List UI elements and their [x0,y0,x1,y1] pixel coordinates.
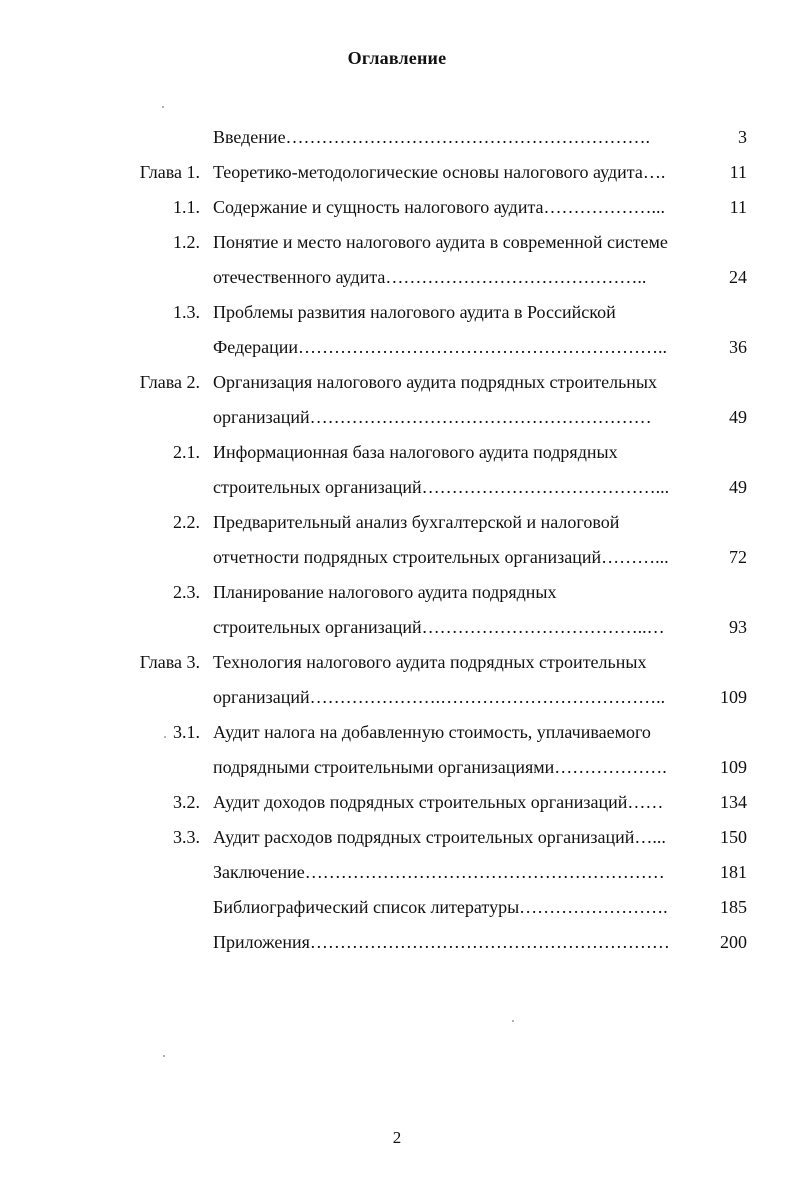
toc-page-number: 11 [729,162,747,182]
scan-speck [512,1020,514,1022]
toc-entry-title: Аудит расходов подрядных строительных организаций…... [213,827,666,847]
table-of-contents [0,120,794,960]
toc-entry-title: организаций………………….……………………………….. [213,687,666,707]
toc-page-number: 200 [720,932,747,952]
toc-row [0,400,794,435]
toc-entry-title: Организация налогового аудита подрядных строительных [213,372,658,392]
toc-entry-title: Теоретико-методологические основы налогового аудита…. [213,162,666,182]
toc-section-number: Глава 1. [139,162,200,182]
toc-entry-title: Содержание и сущность налогового аудита………………... [213,197,666,217]
toc-entry-title: Приложения…………………………………………………… [213,932,670,952]
toc-row [0,715,794,750]
toc-entry-title: отечественного аудита…………………………………….. [213,267,647,287]
toc-row [0,435,794,470]
toc-section-number: 2.2. [173,512,200,532]
toc-entry-title: Информационная база налогового аудита подрядных [213,442,618,462]
toc-section-number: 1.2. [173,232,200,252]
toc-section-number: 1.1. [173,197,200,217]
scan-speck [164,736,166,738]
toc-section-number: Глава 2. [139,372,200,392]
toc-page-number: 93 [729,617,747,637]
toc-page-number: 72 [729,547,747,567]
toc-page-number: 134 [720,792,747,812]
scan-speck [163,1055,165,1057]
toc-entry-title: подрядными строительными организациями………………. [213,757,667,777]
toc-row [0,365,794,400]
toc-entry-title: Предварительный анализ бухгалтерской и налоговой [213,512,620,532]
toc-entry-title: Аудит доходов подрядных строительных организаций…… [213,792,664,812]
toc-row [0,540,794,575]
toc-row [0,925,794,960]
toc-row [0,680,794,715]
toc-row [0,330,794,365]
toc-row [0,750,794,785]
toc-row [0,120,794,155]
toc-entry-title: Аудит налога на добавленную стоимость, уплачиваемого [213,722,651,742]
toc-section-number: 3.2. [173,792,200,812]
toc-row [0,890,794,925]
toc-page-number: 36 [729,337,747,357]
toc-section-number: Глава 3. [139,652,200,672]
toc-section-number: 1.3. [173,302,200,322]
toc-page-number: 109 [720,687,747,707]
toc-row [0,155,794,190]
toc-page-number: 49 [729,407,747,427]
toc-section-number: 2.3. [173,582,200,602]
toc-page-number: 109 [720,757,747,777]
toc-entry-title: Проблемы развития налогового аудита в Российской [213,302,616,322]
toc-row [0,820,794,855]
toc-page-number: 49 [729,477,747,497]
toc-page-number: 11 [729,197,747,217]
toc-row [0,855,794,890]
page-title: Оглавление [347,48,447,68]
toc-entry-title: Библиографический список литературы……………………. [213,897,668,917]
toc-page-number: 24 [729,267,747,287]
toc-section-number: 3.1. [173,722,200,742]
toc-row [0,470,794,505]
toc-row [0,645,794,680]
toc-row [0,505,794,540]
toc-row [0,575,794,610]
toc-row [0,260,794,295]
toc-entry-title: строительных организаций………………………………..… [213,617,665,637]
toc-page-number: 181 [720,862,747,882]
toc-entry-title: Планирование налогового аудита подрядных [213,582,557,602]
toc-entry-title: Технология налогового аудита подрядных строительных [213,652,647,672]
toc-row [0,190,794,225]
toc-entry-title: Федерации…………………………………………………….. [213,337,668,357]
scan-speck [162,106,164,108]
toc-entry-title: организаций………………………………………………… [213,407,652,427]
toc-row [0,610,794,645]
toc-entry-title: отчетности подрядных строительных организаций………... [213,547,669,567]
toc-row [0,225,794,260]
toc-entry-title: Введение……………………………………………………. [213,127,651,147]
page-number: 2 [392,1128,402,1147]
toc-entry-title: Понятие и место налогового аудита в современной системе [213,232,668,252]
toc-entry-title: строительных организаций…………………………………... [213,477,670,497]
toc-page-number: 185 [720,897,747,917]
toc-row [0,295,794,330]
toc-entry-title: Заключение…………………………………………………… [213,862,665,882]
toc-page-number: 3 [738,127,747,147]
toc-row [0,785,794,820]
toc-section-number: 3.3. [173,827,200,847]
toc-section-number: 2.1. [173,442,200,462]
toc-page-number: 150 [720,827,747,847]
